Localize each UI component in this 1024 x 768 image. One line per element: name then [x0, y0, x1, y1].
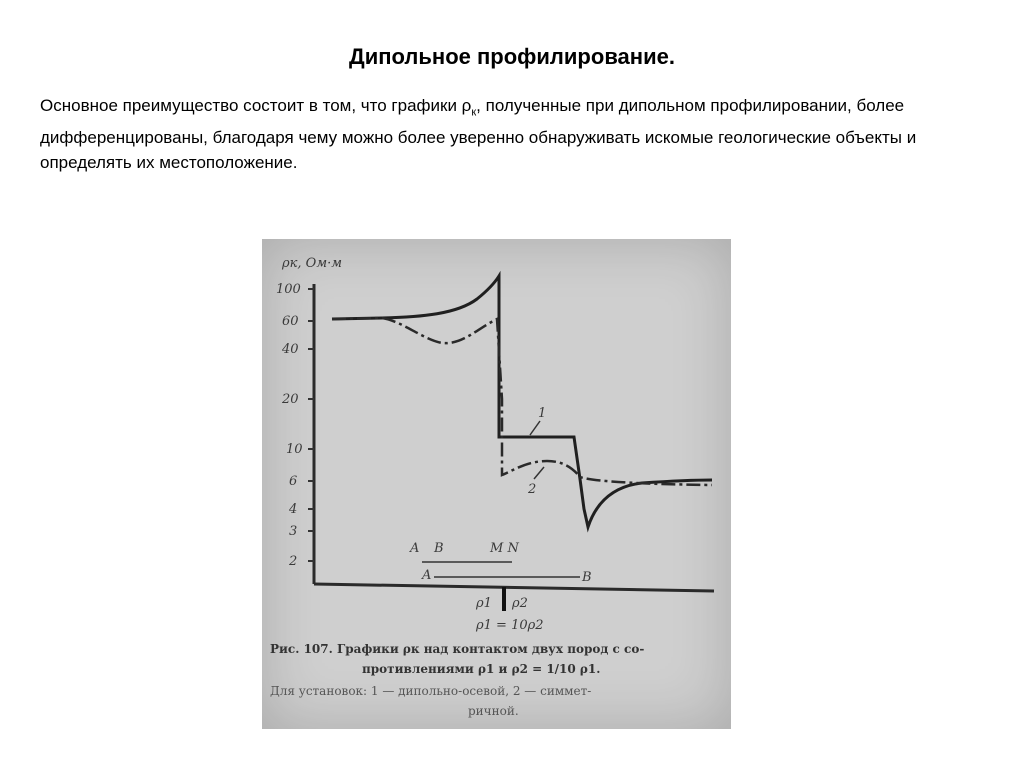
contact-rho1: ρ1 — [476, 596, 492, 611]
figure-graph — [262, 239, 731, 729]
caption-line-4: ричной. — [468, 704, 519, 718]
curve-label-2: 2 — [528, 482, 537, 497]
y-tick-label: 2 — [289, 554, 298, 569]
curve-label-1: 1 — [538, 406, 547, 421]
y-tick-label: 4 — [289, 502, 298, 517]
y-tick-label: 60 — [282, 314, 299, 329]
caption-line-2: противлениями ρ1 и ρ2 = 1/10 ρ1. — [362, 662, 601, 676]
y-tick-label: 100 — [276, 282, 301, 297]
curve-label-1-leader — [530, 421, 540, 435]
array-top-b: B — [434, 541, 444, 556]
y-tick-label: 20 — [282, 392, 299, 407]
array-bottom-a: A — [422, 568, 432, 583]
caption-line-1: Рис. 107. Графики ρк над контактом двух пород с со- — [270, 642, 645, 656]
curve-1 — [332, 276, 712, 527]
y-tick-label: 3 — [289, 524, 298, 539]
body-subscript: к — [471, 106, 477, 119]
body-text-part: Основное преимущество состоит в том, что графики ρ — [40, 96, 472, 115]
contact-rho2: ρ2 — [512, 596, 528, 611]
slide-title: Дипольное профилирование. — [349, 44, 675, 69]
figure-image — [262, 239, 731, 729]
curve-label-2-leader — [534, 467, 544, 479]
array-top-mn: M N — [490, 541, 519, 556]
body-text-part: , полученные при дипольном профилировании, более дифференцированы, благодаря чему можно более уверенно обнаруживать искомые геологические объекты и определять их местоположение. — [40, 96, 917, 173]
y-tick-label: 6 — [289, 474, 298, 489]
contact-relation: ρ1 = 10ρ2 — [476, 618, 544, 633]
caption-line-3: Для установок: 1 — дипольно-осевой, 2 — симмет- — [270, 684, 592, 698]
y-tick-label: 10 — [286, 442, 303, 457]
y-tick-label: 40 — [282, 342, 299, 357]
body-paragraph — [40, 93, 990, 175]
y-axis-label: ρк, Ом·м — [282, 256, 343, 271]
array-bottom-b: B — [582, 570, 592, 585]
array-top-a: A — [410, 541, 420, 556]
x-axis — [314, 584, 714, 591]
curve-2 — [332, 318, 712, 485]
